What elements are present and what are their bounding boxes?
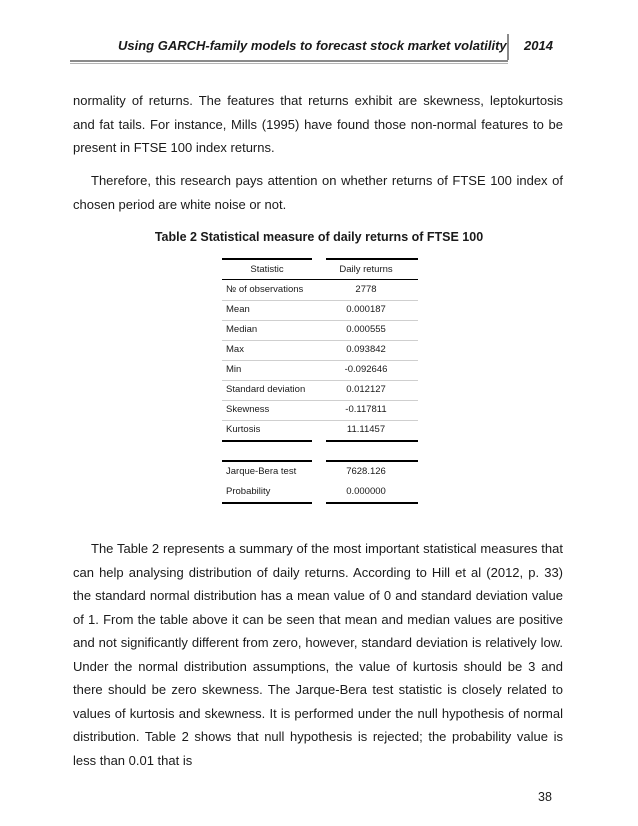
table-top-rule	[222, 258, 312, 260]
paragraph-2: Therefore, this research pays attention on whether returns of FTSE 100 index of chosen period are white noise or not.	[73, 173, 563, 212]
table-row-rule	[222, 360, 418, 361]
header-title: Using GARCH-family models to forecast stock market volatility	[118, 38, 507, 53]
page-number: 38	[538, 790, 552, 804]
table-row-rule	[222, 340, 418, 341]
header-rule	[70, 60, 508, 62]
table-top-rule	[326, 258, 418, 260]
table-section-rule	[222, 460, 312, 462]
table-bottom-rule	[222, 502, 312, 504]
table-section-rule	[326, 440, 418, 442]
table-header-rule	[222, 279, 418, 280]
table-row-value: 0.012127	[346, 384, 386, 395]
table-row-value: 0.000555	[346, 324, 386, 335]
table-row-label: Standard deviation	[226, 384, 306, 395]
table-caption: Table 2 Statistical measure of daily returns of FTSE 100	[154, 230, 484, 244]
table-row-label: Probability	[226, 486, 271, 497]
table-row-rule	[222, 320, 418, 321]
table-row-value: 2778	[355, 284, 377, 295]
paragraph-1: normality of returns. The features that returns exhibit are skewness, leptokurtosis and fat tails. For instance, Mills (1995) have found those non-normal features to be present in FTSE 100 index returns.	[73, 93, 563, 155]
table-section-rule	[326, 460, 418, 462]
header-divider	[507, 34, 509, 60]
table-row-rule	[222, 420, 418, 421]
table-row-label: Jarque-Bera test	[226, 466, 297, 477]
table-row-rule	[222, 380, 418, 381]
header-year: 2014	[524, 38, 553, 53]
paragraph-3: The Table 2 represents a summary of the most important statistical measures that can help analysing distribution of daily returns. According to Hill et al (2012, p. 33) the standard normal distribution has a mean value of 0 and standard deviation value of 1. From the table above it can be seen that mean and median values are positive and not significantly different from zero, however, standard deviation is relatively low. Under the normal distribution assumptions, the value of kurtosis should be 3 and there should be zero skewness. The Jarque-Bera test statistic is closely related to values of kurtosis and skewness. It is performed under the null hypothesis of normal distribution. Table 2 shows that null hypothesis is rejected; the probability value is less than 0.01 that is	[73, 541, 563, 768]
table-row-label: Mean	[226, 304, 250, 315]
table-section-rule	[222, 440, 312, 442]
table-row-label: Max	[226, 344, 244, 355]
table-row-value: 11.11457	[346, 424, 386, 435]
table-row-label: Median	[226, 324, 258, 335]
table-row-label: № of observations	[226, 284, 304, 295]
table-row-label: Skewness	[226, 404, 270, 415]
table-row-value: -0.117811	[345, 404, 387, 415]
table-row-value: 0.000000	[346, 486, 386, 497]
table-bottom-rule	[326, 502, 418, 504]
column-header-daily-returns: Daily returns	[339, 264, 393, 275]
table-row-value: -0.092646	[344, 364, 388, 375]
table-row-rule	[222, 300, 418, 301]
column-header-statistic: Statistic	[250, 264, 284, 275]
table-row-rule	[222, 400, 418, 401]
table-row-value: 0.000187	[346, 304, 386, 315]
table-row-value: 0.093842	[346, 344, 386, 355]
table-row-label: Min	[226, 364, 242, 375]
table-row-label: Kurtosis	[226, 424, 261, 435]
table-row-value: 7628.126	[346, 466, 386, 477]
header-rule-secondary	[70, 63, 508, 64]
